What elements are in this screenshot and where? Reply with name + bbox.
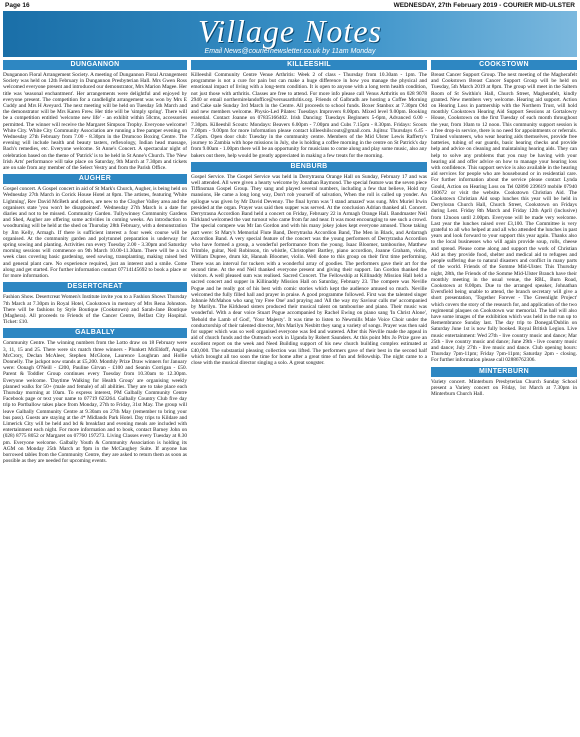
page-header [0,0,580,11]
column-right [431,60,577,737]
column-middle [191,60,427,737]
section-header-benburb: BENBURB [191,162,427,172]
section-galbally [3,328,187,464]
section-header-cookstown: COOKSTOWN [431,60,577,70]
section-header-augher: AUGHER [3,174,187,184]
section-body-dungannon: Dungannon Floral Arrangement Society. A meeting of Dungannon Floral Arrangement Society was held on 12th February in Dungannon Presbyterian Hall. Mrs Gwen Ross welcomed everyone present and introduced our demonstrator, Mrs Marion Magee. Her title was 'seasonal enchantment'. Her arrangements were delightful and enjoyed by everyone present. The competition for a candlelight arrangement was won by Mrs E Cuddy and Mrs H Aveyard. The next meeting will be held on Tuesday 5th March and the demonstrator will be Mrs Karen Frew. Her title will be 'simply spring'. There will be a competition entitled 'welcome new life' - an exhibit within 50cms, accessories permitted. The winner will receive the Margaret Simpson Trophy. Everyone welcome! White City. White City Community Association are running a free pamper evening on Wednesday 27th February from 7.00 - 8.30pm in the Drumcoo Boxing Centre. The evening will include health and beauty tasters, reflexology, Indian head massage, Bach's remedies, etc. Everyone welcome. St Anne's Concert. A spectacular night of celebration based on the theme of 'Patrick' is to be held in St Anne's Church. The 'New Irish Arts' performance will take place on Saturday, 9th March at 7.30pm and tickets are on sale from any member of the Select Vestry and from the Parish Office. [3,72,187,172]
section-desertcreat [3,282,187,325]
section-augher [3,174,187,279]
section-body-desertcreat: Fashion Show. Desertcreat Women's Institute invite you to a Fashion Shows Thursday 7th March at 7.30pm in Royal Hotel, Cookstown in memory of Mrs Rena Johnston. There will be fashions by Style Boutique (Cookstown) and Sarah-Jane Boutique (Maghera). All proceeds to Friends of the Cancer Centre, Belfast City Hospital. Ticket: £10. [3,294,187,326]
section-header-killeeshil: KILLEESHIL [191,60,427,70]
issue-date: WEDNESDAY, 27th February 2019 - COURIER MID-ULSTER [393,2,575,9]
section-header-minterburn: MINTERBURN [431,367,577,377]
section-body-killeeshil: Killeeshil Community Centre Venue Arthritis: Week 2 of class - Thursday from 10.30am - 1pm. The programme is not a cure for pain but can make a huge difference in how you manage the physical and emotional impact of living with a long-term condition. It is open to anyone with a long term health condition, not just those with arthritis. Classes are free to attend. For more info please call Venus Arthritis on 028 9078 2940 or email northernirelandoffice@versusarthritis.org. Friends of Galbradh are hosting a Coffee Morning and Cake sale Sunday 3rd March in the Centre. All proceeds to school funds. Boxer Stanbox at 7.30pm Old and new members welcome. Physio-Led Pilates: Tuesdays Improvers 8.00pm. Mixed level 9.00pm. Booking essential. Contact Joanne on 07835166402. Irish Dancing: Tuesdays Beginners 5-6pm, Advanced 6.00 - 7.30pm. Killeeshil Scouts: Mondays: Beavers 6.00pm - 7.00pm and Cubs 7.15pm - 8.30pm. Fridays: Scouts 7.00pm - 9.00pm for more information please contact killeeshilscouts@gmail.com. Jujitsu: Thursdays 6.45 - 7.45pm. Open door club: Tuesday in the community centre. Members of the Mid Ulster Lewis Rafferty's journey to Zambia with hope missions in July, she is holding a coffee morning in the centre on St Patrick's day from 9.00am - 1.00pm there will be an opportunity for musicians to come along and play some music, also any bakers out there, help would be greatly appreciated in making a few treats for the morning. [191,72,427,159]
section-killeeshil [191,60,427,159]
page-number: Page 16 [5,2,30,9]
section-header-desertcreat: DESERTCREAT [3,282,187,292]
section-body-minterburn: Variety concert. Minterburn Presbyterian Church Sunday School present a Variety concert on Friday, 1st March at 7.30pm in Minterburn Church Hall. [431,378,577,397]
section-body-galbally: Community Centre. The winning numbers from the Lotto draw on 18 February were 3, 11, 15 and 25. There were six match three winners - Plunkett McEldoff, Angela McCrory, Declan McAleer, Stephen McGlone, Laurence Loughran and Hollie Donnelly. The jackpot now stands at £5,200. Monthly Prize Draw winners for January were: Oonagh O'Neill - £200, Pauline Girvan - £100 and Seanin Corrigan - £50. Parent & Toddler Group continues every Tuesday from 10.30am to 12.30pm. Everyone welcome. 'Daytime Walking for Health Group' are organising weekly planned walks for 50+ (male and female) of all abilities. They are to take place each Thursday morning at 10am. To express interest, PM Galbally Community Centre Facebook page or text your name to 07719 623264. Galbally Country Club five day trip to Portballow takes place from Monday, 27th to Friday, 31st May. The group will leave Galbally Community Centre at 9.30am on 27th May (remember to bring your bus pass). Guests are staying at the 4* Midlands Park Hotel. Day trips to Kildare and Limerick City will be held and bd & breakfast and evening meals are included with entertainment each night. For more information and to book, contact Barney John on (028) 8775 8052 or Margaret on 07760 197273. Living Classes every Tuesday at 8.30 pm. Everyone welcome. Galbally Youth & Community Association is holding its AGM on Monday 25th March at 9pm in the McCaughey Suite. If anyone has borrowed tables from the Community Centre, they are asked to return them as soon as possible as they are needed for upcoming events. [3,340,187,465]
banner-subtitle: Email News@couriernewsletter.co.uk by 11am Monday [204,48,376,55]
columns [3,60,577,737]
village-notes-banner [3,11,577,57]
section-body-benburb: Gospel Service. The Gospel Service was held in Derrytrasna Orange Hall on Sunday, February 17 and was well attended. All were given a hearty welcome by Jonathan Raymond. The special feature was the seven piece Tiffinsman Gospel Group. They sang and played several numbers, including a few that believe, Hold my mansions, He came a long long way, Don't rob yourself of salvation, When the roll is called up yonder. An epilogue was given by Mr David Devenny. The final hymn was 'I stand amazed' was sung. Mrs Muriel Irwin presided at the organ. Prayer was said then supper was served. At the conclusion Adrian thanked all. Concert. Derrytrasna Accordion Band held a concert on Friday, February 22 in Armagh Orange Hall. Bandmaster Neil Kirkland welcomed the vast turnout who came from far and near. It was most encouraging to see such a crowd. The special compere was Mr Ian Gordon and with his many jokey jokes kept everyone amused. Those taking part were: St Mary's Memorial Flute Band, Derrytrasha Accordion Band, The Men in Black, and Ardarragh Accordion Band. A very special feature of the concert was the young performers of Derrytrasha Accordion who have formed a group, a wonderful performance from the young. Isaac Bloomer, tambourine, Matthew Trimble, guitar, Neil Robinson, tin whistle, Christopher Bartley, piano accordion, Joanne Graham, violin, William Dupree, drum kit, Hannah Bloomer, violin. Well done to this group on their first time performing. There was an interval for tuckers with a wonderful array of goodies. The performers gave their art for the second time. At the end Neil thanked everyone present and giving their support. Ian Gordon thanked the visitors. A well pleased sum was realised. Sacred Concert. The Fellowship at Killinaddy Mission Hall held a sacred concert and supper in Killinaddy Mission Hall on Saturday, February 23. The compere was Neville Pogue and he really got of his best with comic stories which kept the audience amused so much. Neville welcomed the fully filled hall and prayer in praise. A good programme followed. First was the talented singer Johnnie McMahon who sang 'my Free One' and praying and 'All the way my Saviour calls me' accompanied by Marilyn. The Kirkhead sisters produced their musical talent on tambourine and piano. Their music was wonderful. With a dear voice Stuart Pogue accompanied by Rachel Ewing on piano sang 'In Christ Alone', 'Behold the Lamb of God', 'Your Majesty'. It was time to listen to Newmills Male Voice Choir under the conductorship of their talented director, Mrs Marilyn Nesbitt they sang a variety of songs. Prayer was then said for supper which was so well organised everyone was fed and watered. After this Neville made the appeal in aid of church funds and the Outreach work in Uganda by Robert Saunders. At this point Mrs Jo Prize gave an excellent report on the week and Need Building support of his new church building complex estimated at £40,000. The substantial pleasing collection was lifted. The performers gave of their best in the second half which brought all too soon the time for home after a great time of fun and fellowship. The night came to a close with the musical director singing a solo. A great songster. [191,173,427,366]
section-header-galbally: GALBALLY [3,328,187,338]
section-benburb [191,162,427,366]
section-cookstown [431,60,577,364]
section-minterburn [431,367,577,398]
section-dungannon [3,60,187,171]
column-left [3,60,187,737]
banner-title: Village Notes [198,13,382,49]
section-header-dungannon: DUNGANNON [3,60,187,70]
section-body-cookstown: Breast Cancer Support Group. The next meeting of the Magherafelt and Cookstown Breast Cancer Support Group will be held on Tuesday, 5th March 2019 at 8pm. The group will meet in the Saltern Room of St Swithin's Hall, Church Street, Magherafelt, kindly granted. New members very welcome. Hearing aid support. Action on Hearing Loss in partnership with the Northern Trust, will hold monthly Cookstown Hearing Aid Support Sessions at Gortalowry House, Cookstown on the first Tuesday of each month throughout the year, from 10am to 12 noon. This community support session is a free drop-in service, there is no need for appointments or referrals. Trained volunteers, who wear hearing aids themselves, provide free batteries, tubing of ear guards, basic hearing checks and provide help and advice on cleaning and maintaining hearing aids. They can help to solve any problems that you may be having with your hearing aid and offer advice on how to manage your hearing loss with confidence. This support service is also available in the hearing aid services for people who are housebound or in residential care. For further information about the service please contact Lynda Gould, Action on Hearing Loss on Tel 02890 239619 mobile 07940 160672 or visit the website. Cookstown Christian Aid. The Cookstown Christian Aid soup lunches this year will be held in Derryloran Church Hall, Church Street, Cookstown on Fridays during Lent. Friday 8th March and Friday 12th April (inclusive) from 12noon until 2.00pm. Everyone will be made very welcome. Last year the lunches raised over £3,100. The Committee is very grateful to all who helped at and all who attended the lunches in past years and look forward to your support this year again. Thanks also to the local businesses who will again provide soup, rolls, cheese and spread. Please come along and support the work of Christian Aid as they provide food, shelter and medical aid to refugees and people suffering due to natural disasters and conflict in many parts of the world. Friends of the Somme Mid-Ulster. This Thursday night, 28th, the Friends of the Somme Mid-Ulster Branch have their monthly meeting in the usual venue, the RBL, Burn Road, Cookstown at 8.00pm. Due to the arranged speaker, Johnathan Eversfield being unable to attend, the branch secretary will give a short presentation, 'Together Forever - The Greenlight Project' which covers the story of the research for, and application of the two regimental plaques on Cookstown war memorial. The hall will also have some images of the exhibition which was held in the run up to Remembrance Sunday last. The day trip to Donegal/Dublin on Saturday June 1st is now fully booked. Royal British Legion. Live music entertainment: Wed 27th - live country music and dance; Mar 25th - live country music and dance; June 29th - live country music and dance; July 27th - live music and dance. Club opening hours: Thursday 7pm-11pm; Friday 7pm-11pm; Saturday 2pm - closing. For further information please call 02886762306. [431,72,577,364]
section-body-augher: Gospel concert. A Gospel concert in aid of St Mark's Church, Augher, is being held on Wednesday 27th March in Corick House Hotel at 8pm. The artistes, featuring 'White Lightning', Rev David McBeth and others, are new to the Clogher Valley area and the organisers state 'you won't be disappointed'. Wednesday 27th March is a date for diaries and not to be missed. Community Garden. Tullywinney Community Gardens and Shed, Augher are offering some activities in coming weeks. An introduction to woodturning will be held at the shed on Thursday 28th February, with a demonstration by Jim Kelly, Armagh. If there is sufficient interest a four week course will be organised. At the community garden and polytunnel preparation is underway for spring sowing and planting. Activities run every Tuesday 2.00 - 3.30pm and Saturday morning sessions will commence on 9th March 10.00-11.30am. There will be a six week class covering basic gardening, seed sowing, transplanting, making raised bed and general plant care. No experience required, just an interest and a smile. Come along and get started. For further information contact 07714145692 to book a place or for more information. [3,186,187,280]
